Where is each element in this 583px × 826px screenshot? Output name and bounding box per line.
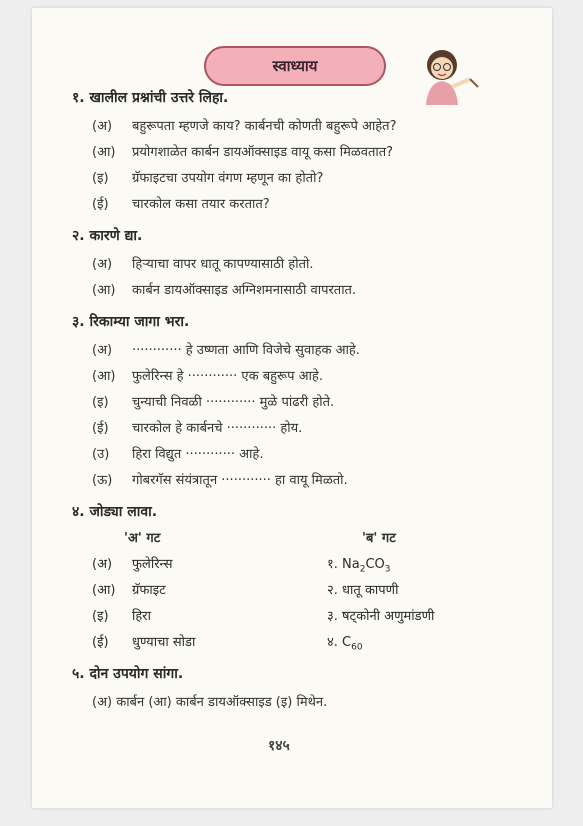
item-label: (उ) bbox=[92, 447, 110, 462]
item-text: चुन्याची निवळी ············ मुळे पांढरी होते. bbox=[132, 395, 335, 410]
list-item bbox=[92, 254, 314, 272]
item-label: (ई) bbox=[92, 421, 109, 436]
item-label: (आ) bbox=[92, 145, 116, 160]
item-text: ग्रॅफाइटचा उपयोग वंगण म्हणून का होतो? bbox=[132, 171, 324, 186]
item-label: (ऊ) bbox=[92, 473, 113, 488]
list-item bbox=[92, 116, 397, 134]
item-number: ४. bbox=[327, 635, 338, 650]
teacher-illustration-icon bbox=[412, 43, 482, 105]
question-5-heading: ५. दोन उपयोग सांगा. bbox=[72, 666, 184, 682]
item-text: C bbox=[342, 635, 352, 650]
item-text: हिरा bbox=[132, 609, 151, 624]
list-item bbox=[92, 418, 302, 436]
match-left-item bbox=[92, 632, 195, 650]
item-label: (इ) bbox=[92, 609, 109, 624]
question-3-heading: ३. रिकाम्या जागा भरा. bbox=[72, 314, 190, 330]
match-left-item bbox=[92, 580, 166, 598]
item-text: चारकोल हे कार्बनचे ············ होय. bbox=[132, 421, 303, 436]
item-text: Na bbox=[342, 557, 360, 572]
item-text: बहुरूपता म्हणजे काय? कार्बनची कोणती बहुरूपे आहेत? bbox=[132, 119, 397, 134]
item-label: (आ) bbox=[92, 283, 116, 298]
match-right-item bbox=[327, 580, 398, 598]
item-text: धातू कापणी bbox=[342, 583, 399, 598]
list-item bbox=[92, 366, 323, 384]
list-item bbox=[92, 340, 360, 358]
list-item bbox=[92, 194, 270, 212]
question-4-heading: ४. जोड्या लावा. bbox=[72, 504, 158, 520]
column-a-header: 'अ' गट bbox=[124, 531, 161, 546]
list-item bbox=[92, 280, 356, 298]
item-text: ग्रॅफाइट bbox=[132, 583, 166, 598]
item-label: (आ) bbox=[92, 583, 116, 598]
item-label: (आ) bbox=[92, 369, 116, 384]
item-text: फुलेरिन्स bbox=[132, 557, 173, 572]
textbook-page bbox=[32, 8, 552, 808]
question-1-heading: १. खालील प्रश्नांची उत्तरे लिहा. bbox=[72, 90, 229, 106]
item-text: गोबरगॅस संयंत्रातून ············ हा वायू मिळतो. bbox=[132, 473, 348, 488]
list-item bbox=[92, 470, 348, 488]
item-label: (अ) bbox=[92, 119, 113, 134]
column-b-header: 'ब' गट bbox=[362, 531, 396, 546]
item-label: (अ) bbox=[92, 257, 113, 272]
item-text: कार्बन डायऑक्साइड अग्निशमनासाठी वापरतात. bbox=[132, 283, 357, 298]
subscript: 3 bbox=[384, 564, 391, 575]
item-number: १. bbox=[327, 557, 338, 572]
match-right-item bbox=[327, 606, 434, 624]
item-text: हिरा विद्युत ············ आहे. bbox=[132, 447, 264, 462]
item-label: (अ) bbox=[92, 343, 113, 358]
match-right-item bbox=[327, 554, 391, 575]
subscript: 2 bbox=[359, 564, 366, 575]
page-number: १४५ bbox=[268, 738, 290, 754]
list-item bbox=[92, 392, 334, 410]
list-item bbox=[92, 142, 393, 160]
section-title-badge bbox=[204, 46, 386, 86]
item-label: (ई) bbox=[92, 197, 109, 212]
item-label: (ई) bbox=[92, 635, 109, 650]
section-title: स्वाध्याय bbox=[272, 57, 318, 75]
item-text: चारकोल कसा तयार करतात? bbox=[132, 197, 270, 212]
list-item: (अ) कार्बन (आ) कार्बन डायऑक्साइड (इ) मिथेन. bbox=[92, 695, 328, 710]
list-item bbox=[92, 444, 263, 462]
item-text: CO bbox=[365, 557, 385, 572]
item-number: ३. bbox=[327, 609, 338, 624]
item-label: (इ) bbox=[92, 395, 109, 410]
item-text: फुलेरिन्स हे ············ एक बहुरूप आहे. bbox=[132, 369, 323, 384]
match-right-item bbox=[327, 632, 363, 653]
subscript: 60 bbox=[351, 642, 363, 653]
item-text: प्रयोगशाळेत कार्बन डायऑक्साइड वायू कसा मिळवतात? bbox=[132, 145, 394, 160]
question-2-heading: २. कारणे द्या. bbox=[72, 228, 143, 244]
match-left-item bbox=[92, 606, 151, 624]
item-label: (अ) bbox=[92, 557, 113, 572]
item-text: हिऱ्याचा वापर धातू कापण्यासाठी होतो. bbox=[132, 257, 314, 272]
item-text: धुण्याचा सोडा bbox=[132, 635, 196, 650]
match-left-item bbox=[92, 554, 173, 572]
list-item bbox=[92, 168, 323, 186]
item-text: षट्कोनी अणुमांडणी bbox=[342, 609, 435, 624]
item-text: ············ हे उष्णता आणि विजेचे सुवाहक आहे. bbox=[132, 343, 360, 358]
item-label: (इ) bbox=[92, 171, 109, 186]
item-number: २. bbox=[327, 583, 338, 598]
